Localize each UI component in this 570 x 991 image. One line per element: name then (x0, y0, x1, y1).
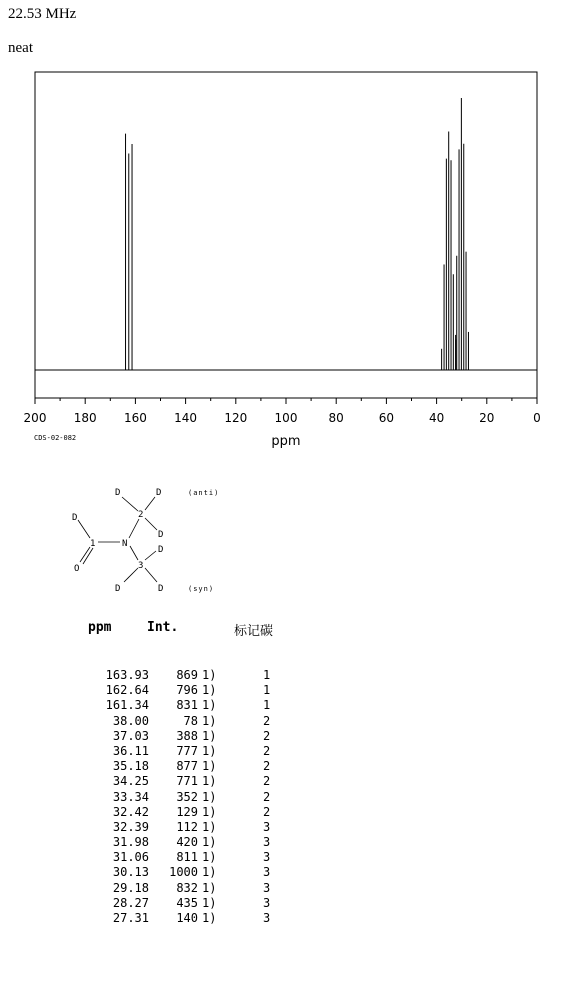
table-row (0, 881, 570, 896)
mol-tag-syn: (syn) (188, 585, 215, 593)
cell-label: 3 (263, 865, 271, 880)
cell-int: 420 (176, 835, 198, 850)
table-row (0, 759, 570, 774)
mol-d-anti-right: D (156, 488, 162, 498)
cell-int: 1000 (169, 865, 198, 880)
mol-carbon-2: 2 (138, 510, 144, 520)
cell-label: 2 (263, 713, 271, 728)
x-tick-label-9: 20 (479, 411, 495, 425)
cell-int: 129 (176, 804, 198, 819)
cell-int: 435 (176, 895, 198, 910)
header-int: Int. (147, 620, 179, 635)
cell-ref: 1) (202, 728, 217, 743)
mol-carbon-1: 1 (90, 539, 96, 549)
cell-ppm: 162.64 (105, 683, 149, 698)
cell-label: 1 (263, 668, 271, 682)
mol-tag-anti: (anti) (188, 489, 220, 497)
table-row (0, 805, 570, 820)
cell-int: 777 (176, 743, 198, 758)
cell-label: 3 (263, 835, 271, 850)
mol-d-carbon3-upper: D (158, 545, 164, 555)
cell-int: 832 (176, 880, 198, 895)
cell-ref: 1) (202, 804, 217, 819)
cell-int: 877 (176, 759, 198, 774)
table-row (0, 820, 570, 835)
cell-label: 2 (263, 804, 271, 819)
cell-int: 388 (176, 728, 198, 743)
cell-ppm: 31.98 (112, 835, 149, 850)
sample-code: CDS-02-082 (34, 434, 77, 442)
cell-ref: 1) (202, 713, 217, 728)
cell-int: 831 (176, 698, 198, 713)
cell-int: 869 (176, 668, 198, 682)
table-row (0, 698, 570, 713)
table-row (0, 896, 570, 911)
cell-ref: 1) (202, 698, 217, 713)
cell-int: 78 (183, 713, 198, 728)
cell-ppm: 37.03 (112, 728, 149, 743)
cell-ppm: 33.34 (112, 789, 149, 804)
cell-ref: 1) (202, 835, 217, 850)
table-row (0, 850, 570, 865)
cell-ppm: 36.11 (112, 743, 149, 758)
cell-label: 2 (263, 774, 271, 789)
x-tick-label-6: 80 (328, 411, 344, 425)
x-axis-label: ppm (271, 434, 301, 449)
cell-ppm: 31.06 (112, 850, 149, 865)
cell-ref: 1) (202, 759, 217, 774)
cell-label: 3 (263, 895, 271, 910)
cell-ppm: 29.18 (112, 880, 149, 895)
cell-ref: 1) (202, 865, 217, 880)
mol-d-syn-left: D (115, 584, 121, 594)
x-tick-label-8: 40 (428, 411, 445, 425)
cell-ppm: 28.27 (112, 895, 149, 910)
nmr-spectrum-chart (0, 0, 570, 460)
mol-carbon-3: 3 (138, 561, 144, 571)
mol-d-carbon2-lower: D (158, 530, 164, 540)
cell-ref: 1) (202, 850, 217, 865)
x-tick-label-1: 180 (73, 411, 97, 425)
x-tick-label-10: 0 (533, 411, 541, 425)
table-row (0, 774, 570, 789)
cell-ppm: 27.31 (112, 911, 149, 925)
x-tick-label-7: 60 (378, 411, 395, 425)
mol-d-syn-right: D (158, 584, 164, 594)
molecule-structure (60, 480, 260, 600)
table-header (0, 620, 570, 642)
table-row (0, 790, 570, 805)
table-row (0, 744, 570, 759)
cell-ppm: 30.13 (112, 865, 149, 880)
spectrometer-frequency: 22.53 MHz (8, 6, 77, 22)
x-axis-ticks (24, 398, 541, 425)
table-row (0, 714, 570, 729)
cell-ppm: 35.18 (112, 759, 149, 774)
table-row (0, 668, 570, 683)
cell-ppm: 161.34 (105, 698, 149, 713)
cell-label: 1 (263, 698, 271, 713)
solvent-label: neat (8, 40, 33, 56)
table-row (0, 729, 570, 744)
cell-ppm: 32.42 (112, 804, 149, 819)
cell-ppm: 38.00 (112, 713, 149, 728)
cell-ref: 1) (202, 774, 217, 789)
header-label: 标记碳 (234, 624, 274, 639)
cell-label: 2 (263, 759, 271, 774)
cell-ref: 1) (202, 895, 217, 910)
cell-ref: 1) (202, 683, 217, 698)
cell-ref: 1) (202, 911, 217, 925)
x-tick-label-3: 140 (174, 411, 198, 425)
cell-ref: 1) (202, 743, 217, 758)
cell-label: 3 (263, 911, 271, 925)
cell-int: 771 (176, 774, 198, 789)
x-tick-label-4: 120 (224, 411, 248, 425)
cell-ppm: 163.93 (105, 668, 149, 682)
cell-int: 796 (176, 683, 198, 698)
table-row (0, 835, 570, 850)
x-tick-label-2: 160 (123, 411, 147, 425)
cell-ref: 1) (202, 668, 217, 682)
mol-d-anti-left: D (115, 488, 121, 498)
table-row (0, 865, 570, 880)
cell-int: 352 (176, 789, 198, 804)
cell-label: 3 (263, 819, 271, 834)
cell-ref: 1) (202, 880, 217, 895)
cell-int: 140 (176, 911, 198, 925)
cell-label: 2 (263, 728, 271, 743)
cell-label: 3 (263, 850, 271, 865)
mol-nitrogen: N (122, 539, 128, 549)
cell-ppm: 32.39 (112, 819, 149, 834)
cell-label: 2 (263, 743, 271, 758)
table-row (0, 683, 570, 698)
peaks-group (126, 98, 469, 370)
cell-label: 1 (263, 683, 271, 698)
header-ppm: ppm (88, 620, 112, 635)
cell-ref: 1) (202, 789, 217, 804)
x-tick-label-5: 100 (274, 411, 298, 425)
cell-ppm: 34.25 (112, 774, 149, 789)
cell-label: 2 (263, 789, 271, 804)
table-row (0, 911, 570, 926)
mol-oxygen: O (74, 564, 80, 574)
cell-ref: 1) (202, 819, 217, 834)
mol-d-formyl: D (72, 513, 78, 523)
cell-int: 811 (176, 850, 198, 865)
cell-label: 3 (263, 880, 271, 895)
peak-table (0, 668, 570, 926)
cell-int: 112 (176, 819, 198, 834)
x-tick-label-0: 200 (23, 411, 47, 425)
